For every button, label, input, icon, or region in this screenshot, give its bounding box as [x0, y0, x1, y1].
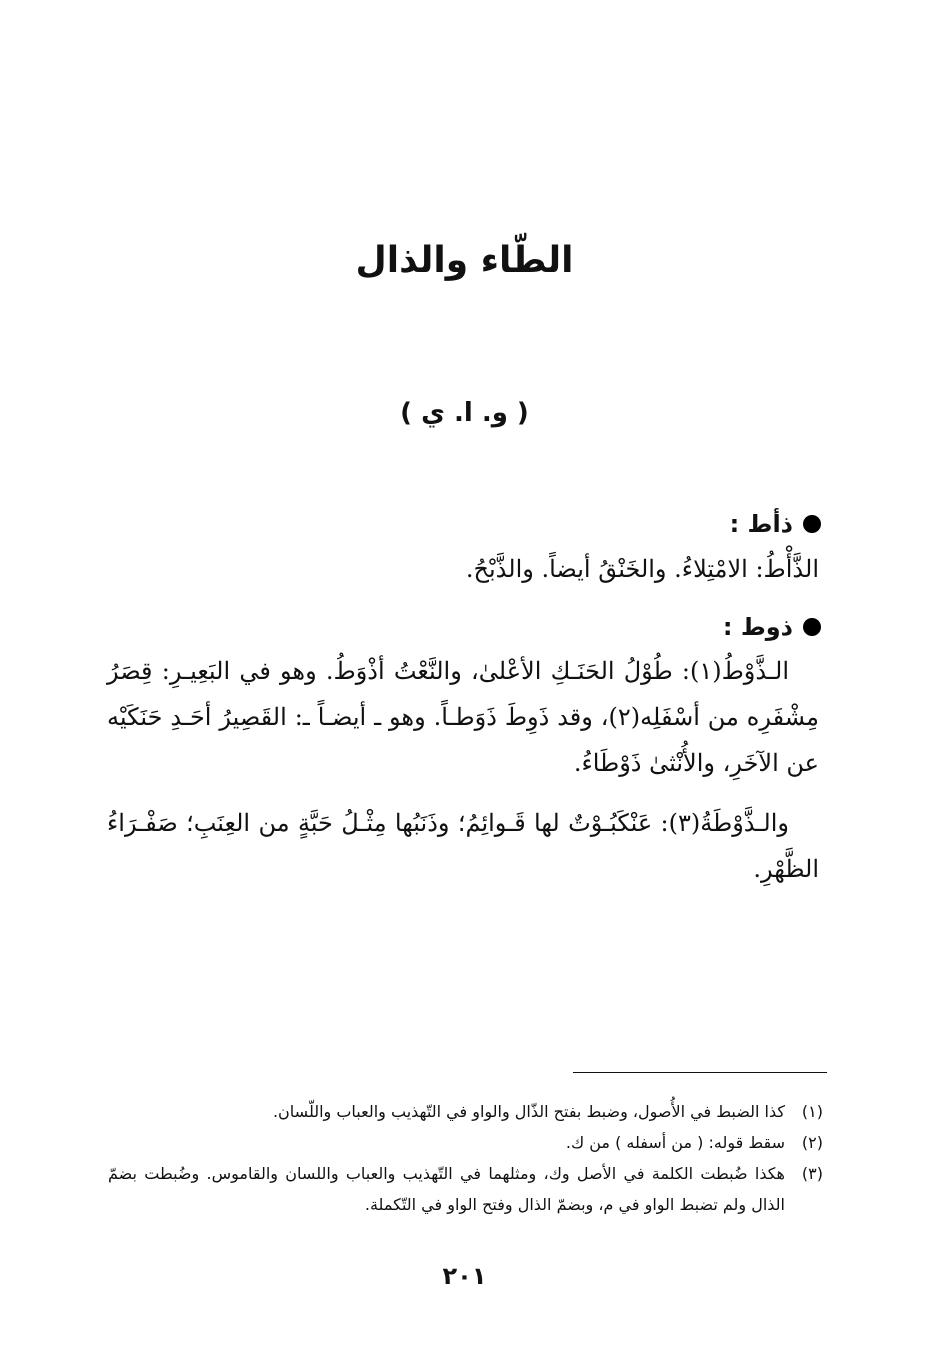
footnote — [108, 1158, 823, 1220]
footnote — [108, 1127, 823, 1158]
footnote-number: (٣) — [801, 1164, 823, 1183]
footnote-number: (٢) — [801, 1133, 823, 1152]
footnote-text: كذا الضبط في الأُصول، وضبط بفتح الذّال والواو في التّهذيب والعباب واللّسان. — [272, 1102, 785, 1121]
footnote — [108, 1096, 823, 1127]
entry-head-label: ذأط : — [729, 510, 793, 538]
entry-paragraph: والـذَّوْطَةُ(٣): عَنْكَبُـوْتٌ لها قَـوائِمُ؛ وذَنَبُها مِثْـلُ حَبَّةٍ من العِنَبِ؛ صَفْـرَاءُ الظَّهْرِ. — [107, 809, 819, 883]
entry-paragraph: الذَّأْطُ: الامْتِلاءُ. والخَنْقُ أيضاً. والذَّبْحُ. — [465, 555, 819, 583]
entry-head-label: ذوط : — [722, 613, 793, 641]
bullet-icon — [803, 618, 821, 636]
footnotes — [108, 1096, 823, 1220]
footnote-number: (١) — [801, 1102, 823, 1121]
entry-head-dhaat — [730, 510, 821, 538]
entry-head-dhawt — [723, 613, 821, 641]
chapter-title: الطّاء والذال — [355, 240, 574, 281]
footnote-text: سقط قوله: ( من أسفله ) من ك. — [565, 1133, 785, 1152]
footnote-divider — [573, 1072, 827, 1073]
page-number: ٢٠١ — [442, 1262, 487, 1290]
footnote-text: هكذا ضُبطت الكلمة في الأصل وك، ومثلهما في التّهذيب والعباب واللسان والقاموس. وضُبطت بضمّ الذال ولم تضبط الواو في م، وبضمّ الذال وفتح الواو في التّكملة. — [108, 1164, 785, 1214]
bullet-icon — [803, 515, 821, 533]
entry-paragraph: الـذَّوْطُ(١): طُوْلُ الحَنَـكِ الأعْلىٰ، والنَّعْتُ أذْوَطُ. وهو في البَعِيـرِ: قِصَرُ مِشْفَرِه من أسْفَلِه(٢)، وقد ذَوِطَ ذَوَطـاً. وهو ـ أيضـاً ـ: القَصِيرُ أحَـدِ حَنَكَيْه عن الآخَرِ، والأُنْثىٰ ذَوْطَاءُ. — [107, 657, 820, 777]
root-heading: ( و. ا. ي ) — [400, 398, 529, 428]
